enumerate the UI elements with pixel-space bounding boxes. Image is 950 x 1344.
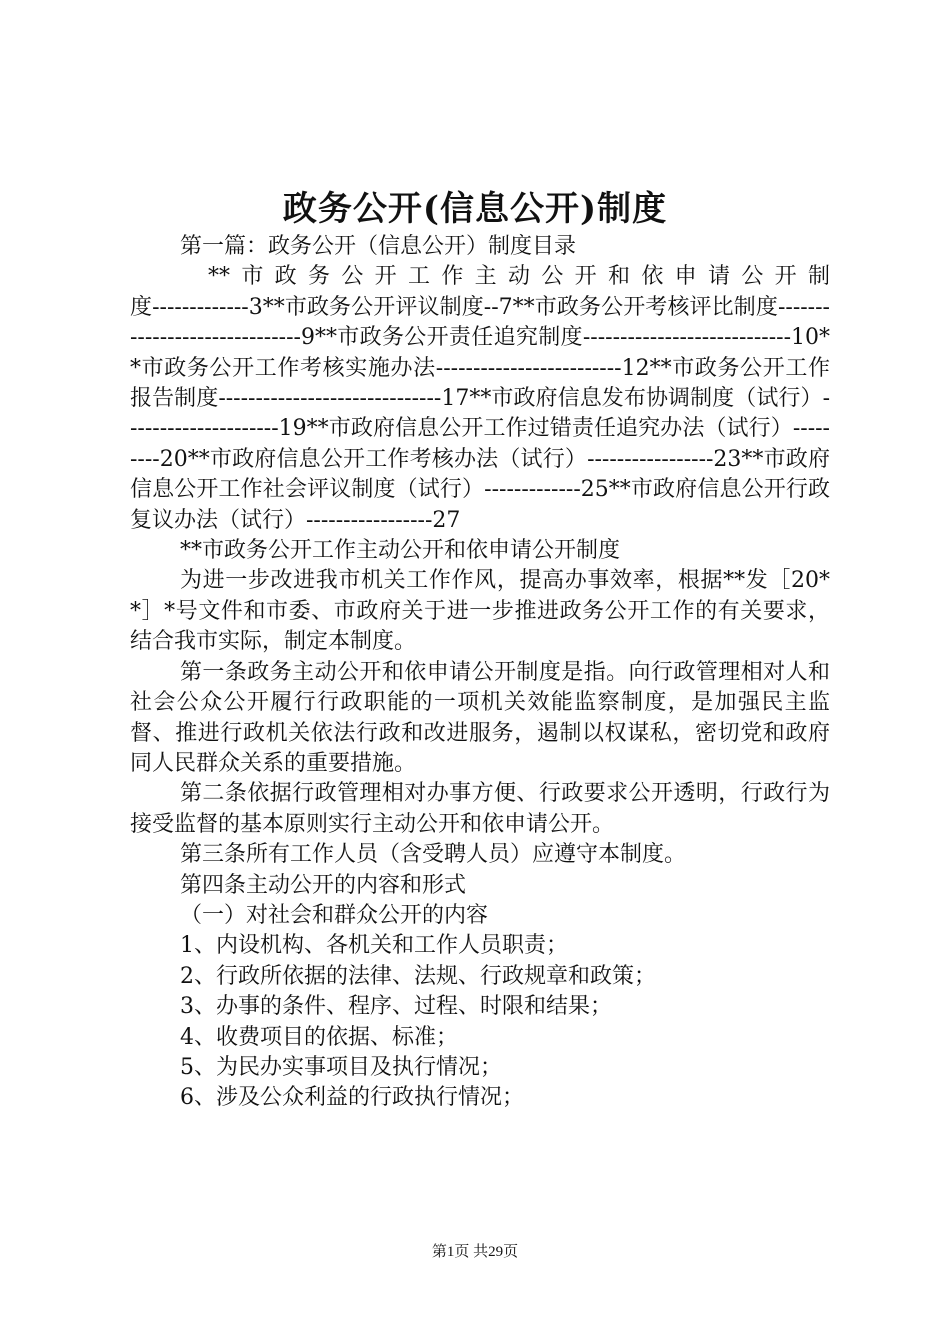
list-item: 5、为民办实事项目及执行情况； — [180, 1054, 502, 1080]
list-item: 4、收费项目的依据、标准； — [180, 1024, 458, 1050]
section-heading: **市政务公开工作主动公开和依申请公开制度 — [180, 538, 621, 564]
list-item: 6、涉及公众利益的行政执行情况； — [180, 1085, 524, 1111]
paragraph-article-4: 第四条主动公开的内容和形式 — [180, 872, 467, 898]
list-item: 3、办事的条件、程序、过程、时限和结果； — [180, 994, 612, 1020]
paragraph-intro: 为进一步改进我市机关工作作风，提高办事效率，根据**发［20**］*号文件和市委、市政府关于进一步推进政务公开工作的有关要求，结合我市实际，制定本制度。 — [130, 568, 830, 655]
table-of-contents: 度-------------3**市政务公开评议制度--7**市政务公开考核评比制度------------------------------9**市政务公开责任追究制度----------------------------10**市政务公开工作考核实施办法-------------------------12**市政务公开工作报告制度------------------------------17**市政府信息发布协调制度（试行）---------------------19**市政府信息公开工作过错责任追究办法（试行）---------20**市政府信息公开工作考核办法（试行）-----------------23**市政府信息公开工作社会评议制度（试行）-------------25**市政府信息公开行政复议办法（试行）-----------------27 — [130, 294, 830, 533]
document-title: 政务公开(信息公开)制度 — [282, 189, 668, 229]
toc-first-line: **市政务公开工作主动公开和依申请公开制 — [208, 264, 830, 290]
page-footer: 第1页 共29页 — [431, 1244, 519, 1260]
chapter-heading: 第一篇：政务公开（信息公开）制度目录 — [180, 234, 577, 259]
list-item: 1、内设机构、各机关和工作人员职责； — [180, 933, 568, 959]
document-body — [130, 232, 830, 1114]
paragraph-article-3: 第三条所有工作人员（含受聘人员）应遵守本制度。 — [180, 842, 687, 868]
paragraph-article-1: 第一条政务主动公开和依申请公开制度是指。向行政管理相对人和社会公众公开履行行政职能的一项机关效能监察制度，是加强民主监督、推进行政机关依法行政和改进服务，遏制以权谋私，密切党和政府同人民群众关系的重要措施。 — [130, 659, 830, 776]
paragraph-article-2: 第二条依据行政管理相对办事方便、行政要求公开透明，行政行为接受监督的基本原则实行主动公开和依申请公开。 — [130, 781, 830, 837]
paragraph-subsection: （一）对社会和群众公开的内容 — [180, 902, 489, 928]
list-item: 2、行政所依据的法律、法规、行政规章和政策； — [180, 963, 656, 989]
